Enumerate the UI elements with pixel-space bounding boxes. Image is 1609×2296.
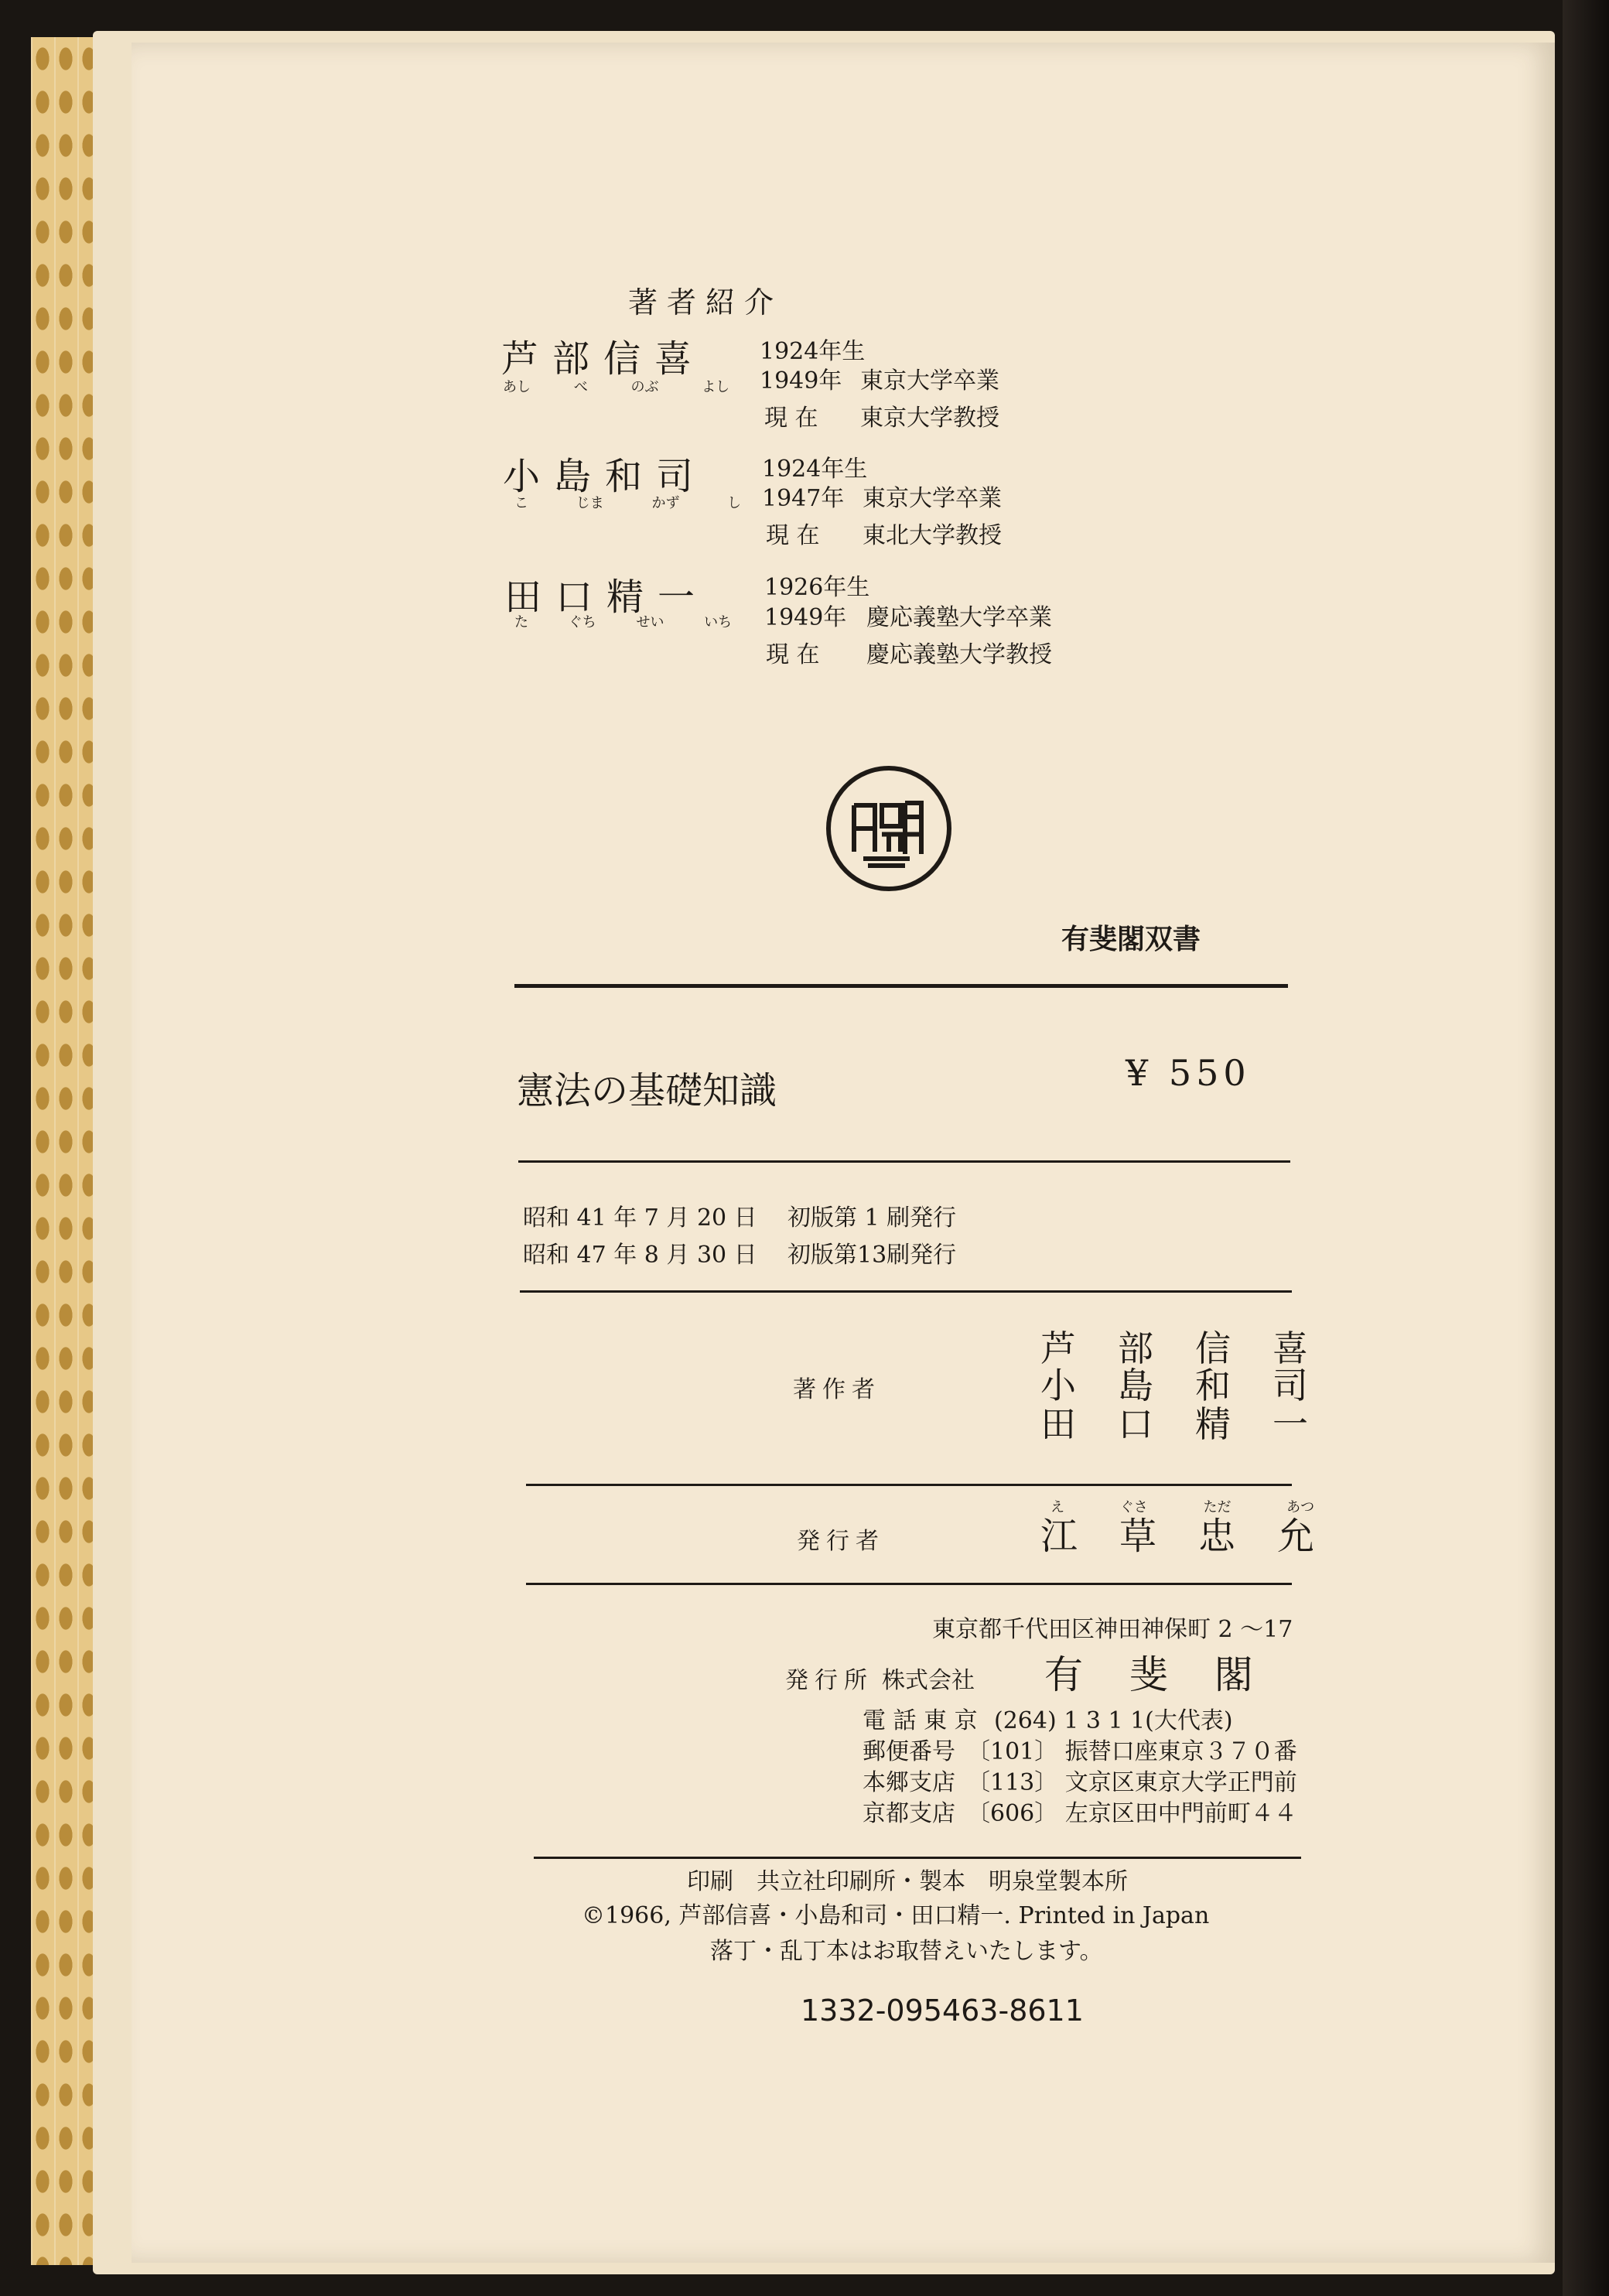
- intro-author-name-2: 小島和司: [503, 455, 708, 498]
- intro-author-born-1: 1924年生: [760, 338, 866, 365]
- seal-mark-icon: [831, 770, 947, 887]
- contact-value-2: 〔101〕 振替口座東京３７０番: [967, 1738, 1297, 1765]
- publisher-company-type: 株式会社: [882, 1667, 975, 1694]
- intro-author-ruby-2: こ じま かず し: [514, 495, 742, 511]
- book-spine: [1563, 0, 1609, 2296]
- publisher-label: 発行所: [785, 1667, 873, 1694]
- intro-author-text-2b: 東北大学教授: [863, 522, 1002, 549]
- printing-info: 印刷 共立社印刷所・製本 明泉堂製本所: [687, 1868, 1128, 1895]
- contact-value-4: 〔606〕 左京区田中門前町４４: [967, 1800, 1297, 1827]
- title-rule: [518, 1160, 1290, 1163]
- contact-value-3: 〔113〕 文京区東京大学正門前: [967, 1769, 1297, 1796]
- intro-author-ruby-1: あし べ のぶ よし: [503, 379, 730, 395]
- authorship-name-2: 小島和司: [1040, 1365, 1350, 1406]
- intro-author-year-2b: 現 在: [766, 522, 820, 549]
- intro-author-name-1: 芦部信喜: [501, 337, 706, 381]
- intro-author-text-2a: 東京大学卒業: [863, 485, 1002, 512]
- colophon-page: [132, 43, 1555, 2263]
- contact-value-1: (264) 1 3 1 1(大代表): [994, 1707, 1233, 1734]
- authorship-name-1: 芦部信喜: [1040, 1327, 1350, 1369]
- book-code: 1332-095463-8611: [801, 1994, 1084, 2028]
- book-title: 憲法の基礎知識: [517, 1069, 777, 1112]
- intro-author-year-3b: 現 在: [766, 641, 820, 668]
- publisher-address: 東京都千代田区神田神保町 2 〜17: [932, 1616, 1293, 1643]
- edition-label-1: 初版第 1 刷発行: [787, 1204, 957, 1232]
- contact-label-3: 本郷支店: [863, 1769, 955, 1796]
- intro-author-year-2a: 1947年: [762, 485, 845, 512]
- intro-author-year-1a: 1949年: [760, 367, 842, 395]
- intro-author-ruby-3: た ぐち せい いち: [514, 614, 733, 630]
- contact-label-2: 郵便番号: [863, 1738, 955, 1765]
- contact-label-4: 京都支店: [863, 1800, 955, 1827]
- intro-author-born-2: 1924年生: [762, 456, 868, 483]
- intro-author-text-3a: 慶応義塾大学卒業: [866, 604, 1052, 631]
- intro-author-year-1b: 現 在: [764, 405, 818, 432]
- authorship-rule: [526, 1484, 1292, 1486]
- series-label: 有斐閣双書: [1061, 924, 1201, 955]
- copyright-line: ©1966, 芦部信喜・小島和司・田口精一. Printed in Japan: [582, 1902, 1210, 1929]
- intro-heading: 著者紹介: [628, 285, 784, 319]
- edition-rule: [520, 1290, 1292, 1293]
- replacement-notice: 落丁・乱丁本はお取替えいたします。: [710, 1938, 1103, 1965]
- intro-author-text-1a: 東京大学卒業: [860, 367, 999, 395]
- publisher-person-label: 発行者: [797, 1528, 885, 1555]
- authorship-label: 著作者: [793, 1376, 881, 1403]
- intro-author-name-3: 田口精一: [504, 576, 709, 619]
- publisher-name: 有 斐 閣: [1044, 1652, 1270, 1697]
- top-rule: [514, 984, 1288, 988]
- edition-date-2: 昭和 47 年 8 月 30 日: [523, 1242, 757, 1269]
- publisher-person-ruby: え ぐさ ただ あつ: [1050, 1499, 1315, 1515]
- publisher-person-name: 江草忠允: [1040, 1515, 1357, 1558]
- authorship-name-3: 田口精一: [1040, 1403, 1350, 1445]
- edition-label-2: 初版第13刷発行: [787, 1242, 957, 1269]
- intro-author-born-3: 1926年生: [764, 574, 870, 601]
- intro-author-text-3b: 慶応義塾大学教授: [866, 641, 1052, 668]
- edition-date-1: 昭和 41 年 7 月 20 日: [523, 1204, 757, 1232]
- publisher-person-rule: [526, 1583, 1292, 1585]
- book-price: ¥ 550: [1126, 1052, 1251, 1094]
- intro-author-year-3a: 1949年: [764, 604, 847, 631]
- intro-author-text-1b: 東京大学教授: [860, 405, 999, 432]
- contact-label-1: 電 話 東 京: [863, 1707, 978, 1734]
- footer-rule: [534, 1857, 1301, 1859]
- publisher-seal: [826, 766, 951, 891]
